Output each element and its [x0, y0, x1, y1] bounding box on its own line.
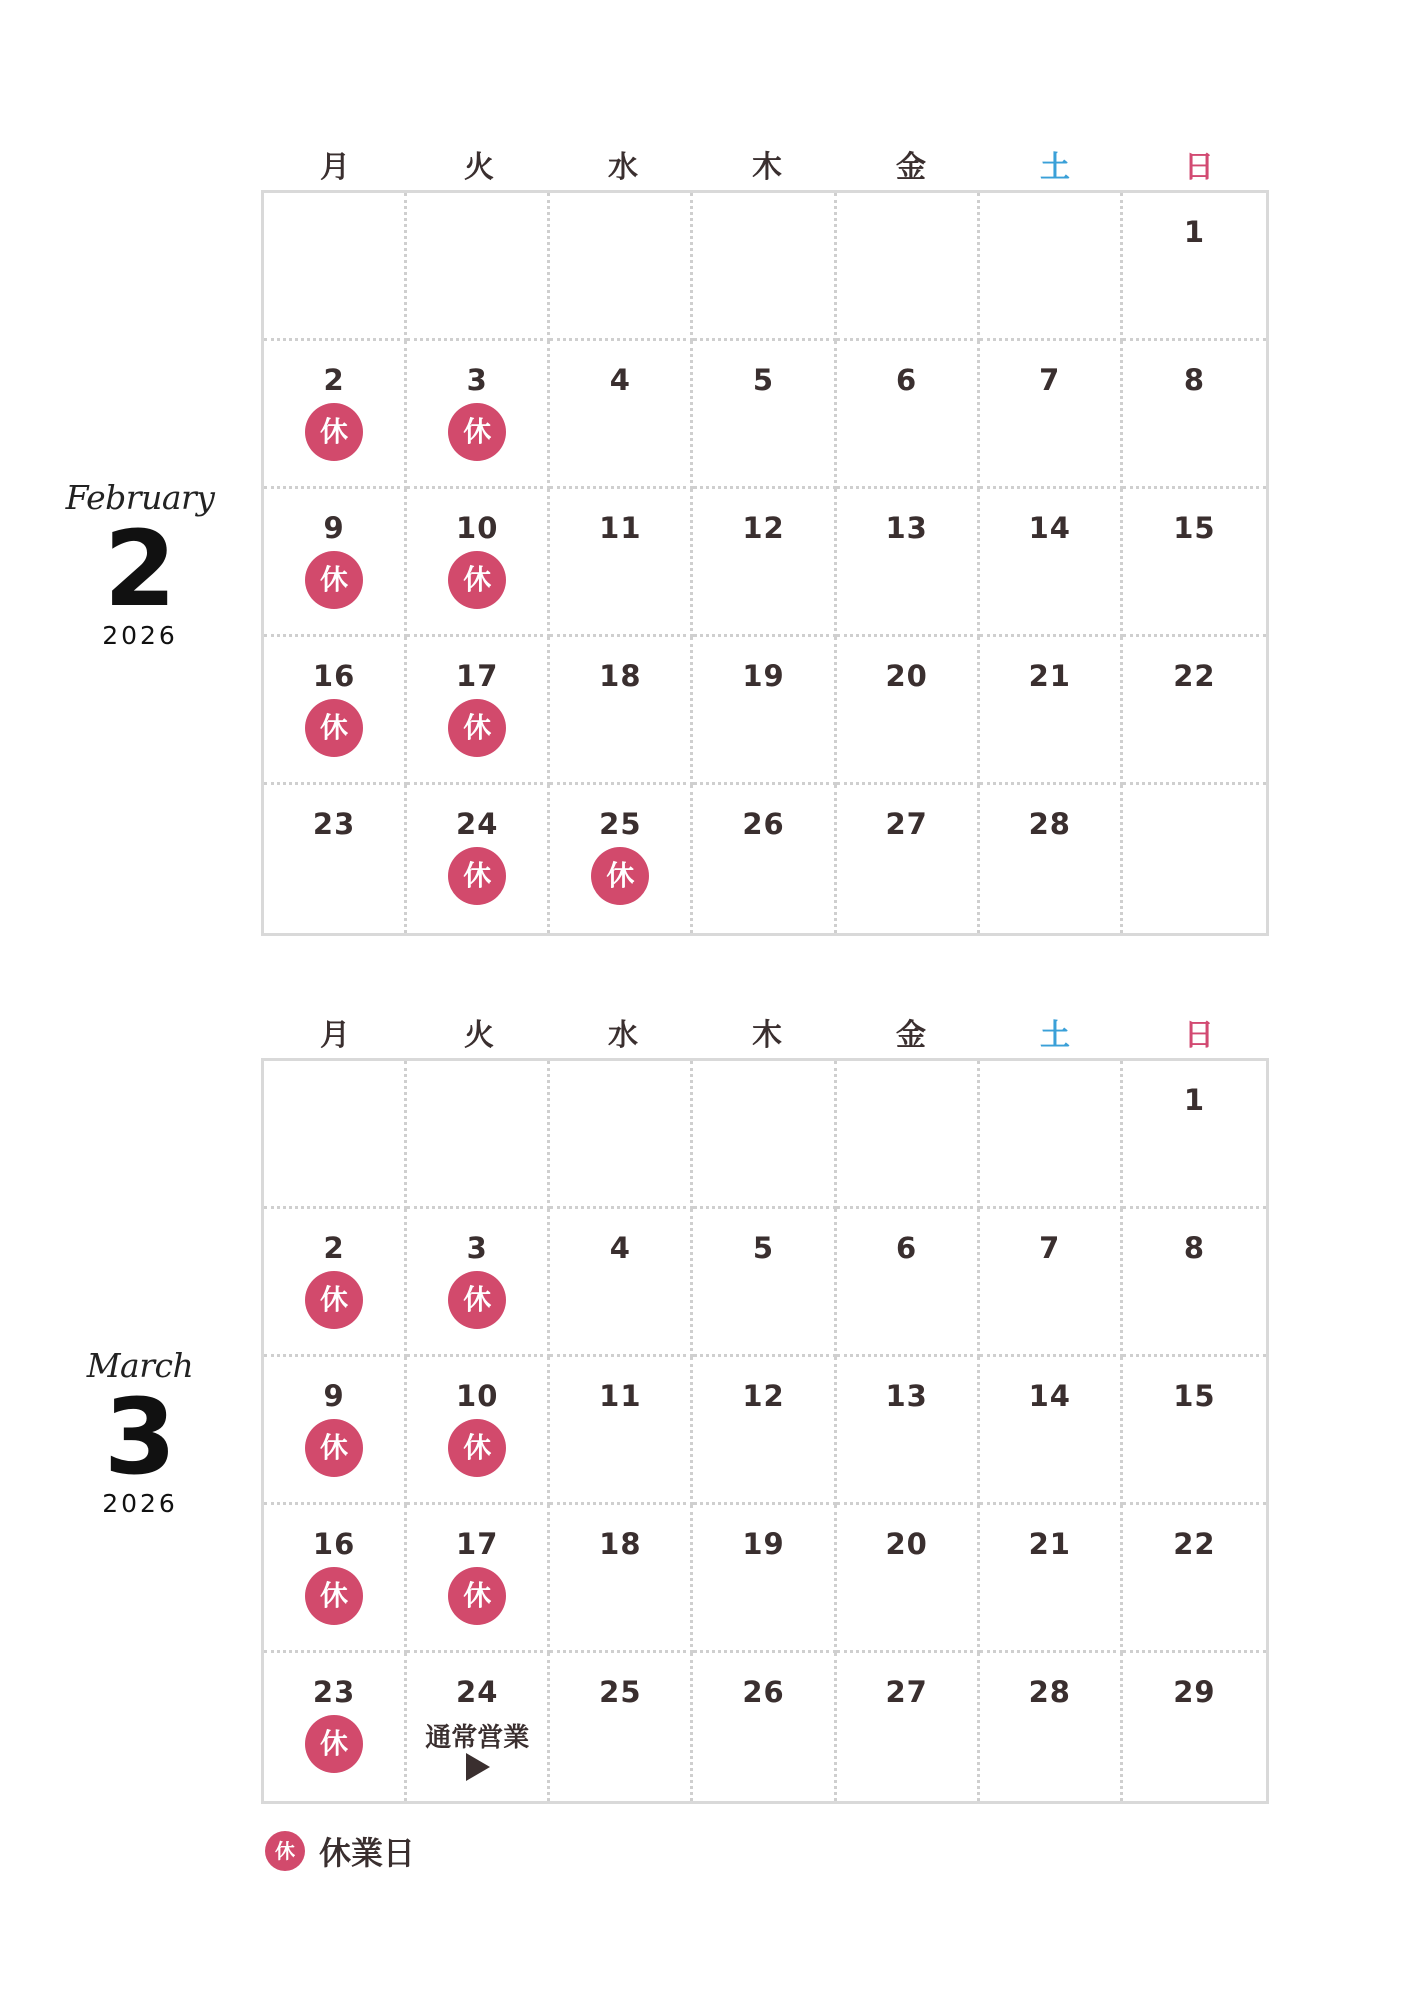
calendar-day-cell — [407, 489, 550, 637]
weekday-label: 土 — [1040, 1018, 1070, 1053]
day-number: 26 — [742, 1675, 785, 1709]
calendar-day-cell — [550, 637, 693, 785]
day-number: 14 — [1028, 511, 1071, 545]
day-number: 2 — [323, 1231, 345, 1265]
day-number: 15 — [1173, 511, 1216, 545]
calendar-day-cell — [693, 193, 836, 341]
day-number: 7 — [1039, 363, 1061, 397]
calendar-day-cell — [693, 1653, 836, 1801]
holiday-badge-icon: 休 — [265, 1831, 305, 1871]
month-year: 2026 — [102, 621, 178, 650]
calendar-day-cell — [550, 341, 693, 489]
day-number: 28 — [1028, 807, 1071, 841]
holiday-badge-icon: 休 — [448, 1271, 506, 1329]
day-number: 6 — [896, 363, 918, 397]
calendar-day-cell — [407, 785, 550, 933]
day-number: 3 — [466, 1231, 488, 1265]
day-number: 13 — [885, 511, 928, 545]
calendar-day-cell — [837, 341, 980, 489]
calendar-day-cell — [550, 1061, 693, 1209]
weekday-label: 火 — [464, 150, 494, 185]
calendar-day-cell — [1123, 637, 1266, 785]
month-name: March — [86, 1346, 194, 1385]
day-number: 28 — [1028, 1675, 1071, 1709]
month-year: 2026 — [102, 1489, 178, 1518]
day-number: 21 — [1028, 1527, 1071, 1561]
weekday-header — [263, 142, 1271, 185]
holiday-badge-icon: 休 — [305, 1715, 363, 1773]
day-number: 29 — [1173, 1675, 1216, 1709]
day-number: 24 — [456, 807, 499, 841]
day-number: 19 — [742, 659, 785, 693]
calendar-day-cell — [693, 1357, 836, 1505]
calendar-day-cell — [693, 637, 836, 785]
holiday-badge-icon: 休 — [448, 1419, 506, 1477]
calendar-day-cell — [407, 1653, 550, 1801]
day-number: 16 — [312, 1527, 356, 1561]
calendar-day-cell — [407, 1209, 550, 1357]
day-number: 21 — [1028, 659, 1071, 693]
day-number: 5 — [752, 363, 775, 397]
weekday-label: 月 — [320, 1018, 350, 1053]
calendar-day-cell — [693, 1209, 836, 1357]
calendar-day-cell — [1123, 489, 1266, 637]
day-note: 通常営業 — [425, 1723, 530, 1753]
day-number: 14 — [1028, 1379, 1071, 1413]
month-label — [60, 1346, 220, 1518]
calendar-day-cell — [407, 1357, 550, 1505]
day-number: 15 — [1173, 1379, 1216, 1413]
day-number: 22 — [1173, 659, 1216, 693]
day-number: 18 — [599, 659, 642, 693]
calendar-day-cell — [264, 1209, 407, 1357]
day-number: 26 — [742, 807, 785, 841]
day-number: 13 — [885, 1379, 928, 1413]
calendar-day-cell — [407, 637, 550, 785]
calendar-day-cell — [1123, 341, 1266, 489]
calendar-day-cell — [550, 1653, 693, 1801]
day-number: 23 — [312, 1675, 356, 1709]
calendar-day-cell — [837, 193, 980, 341]
holiday-badge-icon: 休 — [448, 403, 506, 461]
calendar-day-cell — [1123, 1505, 1266, 1653]
calendar-day-cell — [264, 785, 407, 933]
calendar-day-cell — [550, 1357, 693, 1505]
holiday-badge-icon: 休 — [448, 699, 506, 757]
calendar-day-cell — [264, 341, 407, 489]
weekday-header — [263, 1010, 1271, 1053]
day-number: 19 — [742, 1527, 785, 1561]
calendar-day-cell — [264, 1653, 407, 1801]
calendar-day-cell — [407, 1505, 550, 1653]
month-number: 2 — [103, 508, 177, 630]
day-number: 22 — [1173, 1527, 1216, 1561]
day-number: 8 — [1183, 363, 1205, 397]
calendar-day-cell — [837, 489, 980, 637]
day-number: 6 — [896, 1231, 918, 1265]
calendar-day-cell — [837, 1357, 980, 1505]
weekday-label: 土 — [1040, 150, 1070, 185]
calendar-day-cell — [980, 489, 1123, 637]
day-number: 16 — [312, 659, 356, 693]
day-number: 20 — [885, 1527, 928, 1561]
holiday-badge-icon: 休 — [591, 847, 649, 905]
weekday-label: 日 — [1184, 150, 1214, 185]
day-number: 17 — [456, 1527, 499, 1561]
calendar-day-cell — [1123, 785, 1266, 933]
calendar-day-cell — [980, 341, 1123, 489]
holiday-badge-icon: 休 — [448, 847, 506, 905]
calendar-day-cell — [837, 637, 980, 785]
month-label — [60, 478, 220, 650]
day-number: 12 — [742, 511, 785, 545]
calendar-day-cell — [693, 785, 836, 933]
calendar-day-cell — [1123, 1653, 1266, 1801]
calendar-day-cell — [693, 489, 836, 637]
calendar-day-cell — [693, 1505, 836, 1653]
calendar-day-cell — [837, 1061, 980, 1209]
calendar-day-cell — [980, 1653, 1123, 1801]
weekday-label: 木 — [752, 1018, 782, 1053]
calendar-day-cell — [693, 1061, 836, 1209]
calendar-day-cell — [407, 193, 550, 341]
calendar-day-cell — [550, 193, 693, 341]
day-number: 7 — [1039, 1231, 1061, 1265]
calendar-day-cell — [980, 637, 1123, 785]
calendar-day-cell — [980, 1209, 1123, 1357]
day-number: 27 — [885, 807, 928, 841]
day-number: 25 — [599, 807, 642, 841]
weekday-label: 水 — [608, 1018, 638, 1053]
day-number: 10 — [456, 1379, 499, 1413]
day-number: 9 — [323, 1379, 345, 1413]
holiday-badge-icon: 休 — [448, 551, 506, 609]
day-number: 23 — [312, 807, 356, 841]
calendar-day-cell — [1123, 193, 1266, 341]
weekday-label: 月 — [320, 150, 350, 185]
month-name: February — [65, 478, 215, 517]
calendar-day-cell — [550, 1505, 693, 1653]
weekday-label: 日 — [1184, 1018, 1214, 1053]
weekday-label: 金 — [896, 1018, 926, 1053]
calendar-day-cell — [264, 1505, 407, 1653]
holiday-badge-icon: 休 — [305, 1271, 363, 1329]
calendar-day-cell — [407, 1061, 550, 1209]
legend-label: 休業日 — [319, 1834, 416, 1872]
day-number: 10 — [456, 511, 499, 545]
calendar-day-cell — [980, 1061, 1123, 1209]
calendar-day-cell — [837, 1209, 980, 1357]
calendar-day-cell — [837, 1653, 980, 1801]
weekday-label: 金 — [896, 150, 926, 185]
day-number: 17 — [456, 659, 499, 693]
day-number: 9 — [323, 511, 345, 545]
calendar-day-cell — [1123, 1357, 1266, 1505]
calendar-day-cell — [1123, 1209, 1266, 1357]
calendar-day-cell — [980, 1505, 1123, 1653]
day-number: 3 — [466, 363, 488, 397]
holiday-badge-icon: 休 — [305, 1567, 363, 1625]
holiday-badge-icon: 休 — [305, 1419, 363, 1477]
calendar-day-cell — [264, 1061, 407, 1209]
calendar-day-cell — [550, 489, 693, 637]
day-number: 20 — [885, 659, 928, 693]
day-number: 4 — [609, 1231, 631, 1265]
calendar-day-cell — [264, 637, 407, 785]
day-number: 8 — [1183, 1231, 1205, 1265]
day-number: 5 — [752, 1231, 775, 1265]
day-number: 27 — [885, 1675, 928, 1709]
holiday-badge-icon: 休 — [305, 403, 363, 461]
calendar-day-cell — [264, 193, 407, 341]
day-number: 2 — [323, 363, 345, 397]
day-number: 1 — [1183, 215, 1205, 249]
calendar-grid — [261, 1058, 1269, 1804]
calendar-day-cell — [837, 785, 980, 933]
calendar-day-cell — [980, 785, 1123, 933]
day-number: 18 — [599, 1527, 642, 1561]
calendar-day-cell — [980, 193, 1123, 341]
calendar-day-cell — [550, 1209, 693, 1357]
day-number: 24 — [456, 1675, 499, 1709]
legend — [265, 1828, 415, 1874]
calendar-day-cell — [550, 785, 693, 933]
holiday-badge-icon: 休 — [448, 1567, 506, 1625]
holiday-badge-icon: 休 — [305, 551, 363, 609]
calendar-day-cell — [980, 1357, 1123, 1505]
day-number: 12 — [742, 1379, 785, 1413]
holiday-badge-icon: 休 — [305, 699, 363, 757]
day-number: 11 — [599, 1379, 642, 1413]
weekday-label: 火 — [464, 1018, 494, 1053]
day-number: 4 — [609, 363, 631, 397]
calendar-day-cell — [407, 341, 550, 489]
month-number: 3 — [103, 1376, 177, 1498]
calendar-day-cell — [693, 341, 836, 489]
day-number: 11 — [599, 511, 642, 545]
weekday-label: 水 — [608, 150, 638, 185]
play-arrow-icon — [466, 1753, 490, 1781]
calendar-day-cell — [1123, 1061, 1266, 1209]
calendar-grid — [261, 190, 1269, 936]
calendar-day-cell — [837, 1505, 980, 1653]
day-number: 1 — [1183, 1083, 1205, 1117]
calendar-day-cell — [264, 1357, 407, 1505]
calendar-day-cell — [264, 489, 407, 637]
weekday-label: 木 — [752, 150, 782, 185]
day-number: 25 — [599, 1675, 642, 1709]
